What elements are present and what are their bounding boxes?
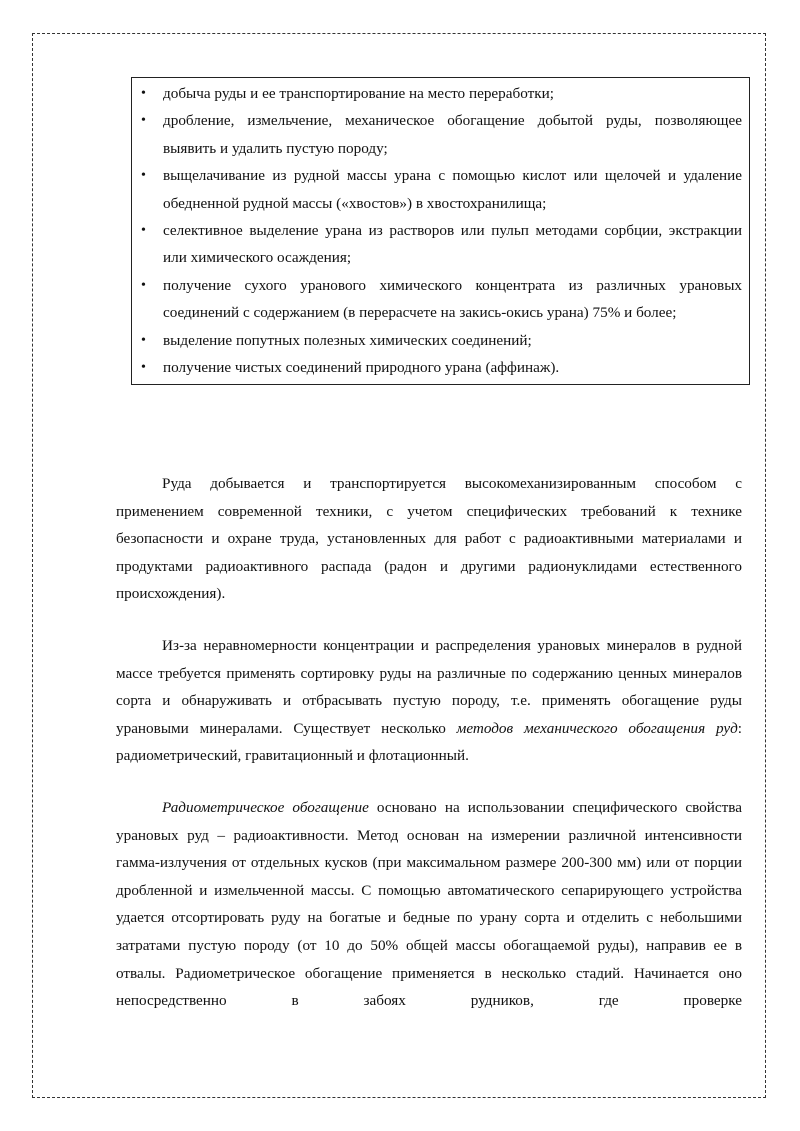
- paragraph-text: : радиометрический, гравитационный и флотационный.: [116, 719, 742, 765]
- bullet-icon: •: [141, 277, 146, 293]
- paragraph-text: Из-за неравномерности концентрации и распределения урановых минералов в рудной массе требуется применять сортировку руды на различные по содержанию ценных минералов сорта и обнаруживать и отбрасывать пустую породу, т.е. применять обогащение руды урановыми минералами. Существует несколько: [116, 636, 742, 737]
- list-item-text: дробление, измельчение, механическое обогащение добытой руды, позволяющее выявить и удалить пустую породу;: [163, 112, 742, 157]
- bullet-icon: •: [141, 86, 146, 101]
- list-item: [139, 327, 742, 354]
- list-item: [139, 107, 742, 162]
- bullet-icon: •: [141, 113, 146, 129]
- list-item-text: выделение попутных полезных химических соединений;: [163, 331, 532, 349]
- bullet-icon: •: [141, 332, 146, 348]
- list-item-text: селективное выделение урана из растворов или пульп методами сорбции, экстракции или химического осаждения;: [163, 222, 742, 267]
- bullet-icon: •: [141, 360, 146, 376]
- list-item: [139, 217, 742, 272]
- emphasis-term: методов механического обогащения руд: [456, 719, 738, 737]
- list-item: [139, 80, 742, 107]
- process-steps-list: [139, 80, 742, 381]
- bullet-icon: •: [141, 223, 146, 239]
- paragraph-ore-mining: Руда добывается и транспортируется высокомеханизированным способом с применением современной техники, с учетом специфических требований к технике безопасности и охране труда, установленных для работ с радиоактивными материалами и продуктами радиоактивного распада (радон и другими радионуклидами естественного происхождения).: [116, 475, 742, 603]
- bullet-icon: •: [141, 168, 146, 184]
- list-item: [139, 354, 742, 381]
- list-item: [139, 272, 742, 327]
- list-item-text: выщелачивание из рудной массы урана с помощью кислот или щелочей и удаление обедненной рудной массы («хвостов») в хвостохранилища;: [163, 167, 742, 212]
- emphasis-term: Радиометрическое обогащение: [162, 798, 369, 816]
- body-text: [116, 470, 742, 1039]
- process-steps-box: [131, 77, 750, 385]
- list-item-text: добыча руды и ее транспортирование на место переработки;: [163, 85, 554, 102]
- paragraph-ore-sorting: [116, 632, 742, 770]
- list-item: [139, 162, 742, 217]
- list-item-text: получение чистых соединений природного урана (аффинаж).: [163, 359, 560, 377]
- list-item-text: получение сухого уранового химического концентрата из различных урановых соединений с содержанием (в перерасчете на закись-окись урана) 75% и более;: [163, 276, 742, 322]
- paragraph-text: основано на использовании специфического свойства урановых руд – радиоактивности. Метод основан на измерении различной интенсивности гамма-излучения от отдельных кусков (при максимальном размере 200-300 мм) или от порции дробленной и измельченной массы. С помощью автоматического сепарирующего устройства удается отсортировать руду на богатые и бедные по урану сорта и отделить с небольшими затратами пустую породу (от 10 до 50% общей массы обогащаемой руды), направив ее в отвалы. Радиометрическое обогащение применяется в несколько стадий. Начинается оно непосредственно в забоях рудников, где проверке: [116, 798, 742, 1010]
- paragraph-radiometric: [116, 794, 742, 1015]
